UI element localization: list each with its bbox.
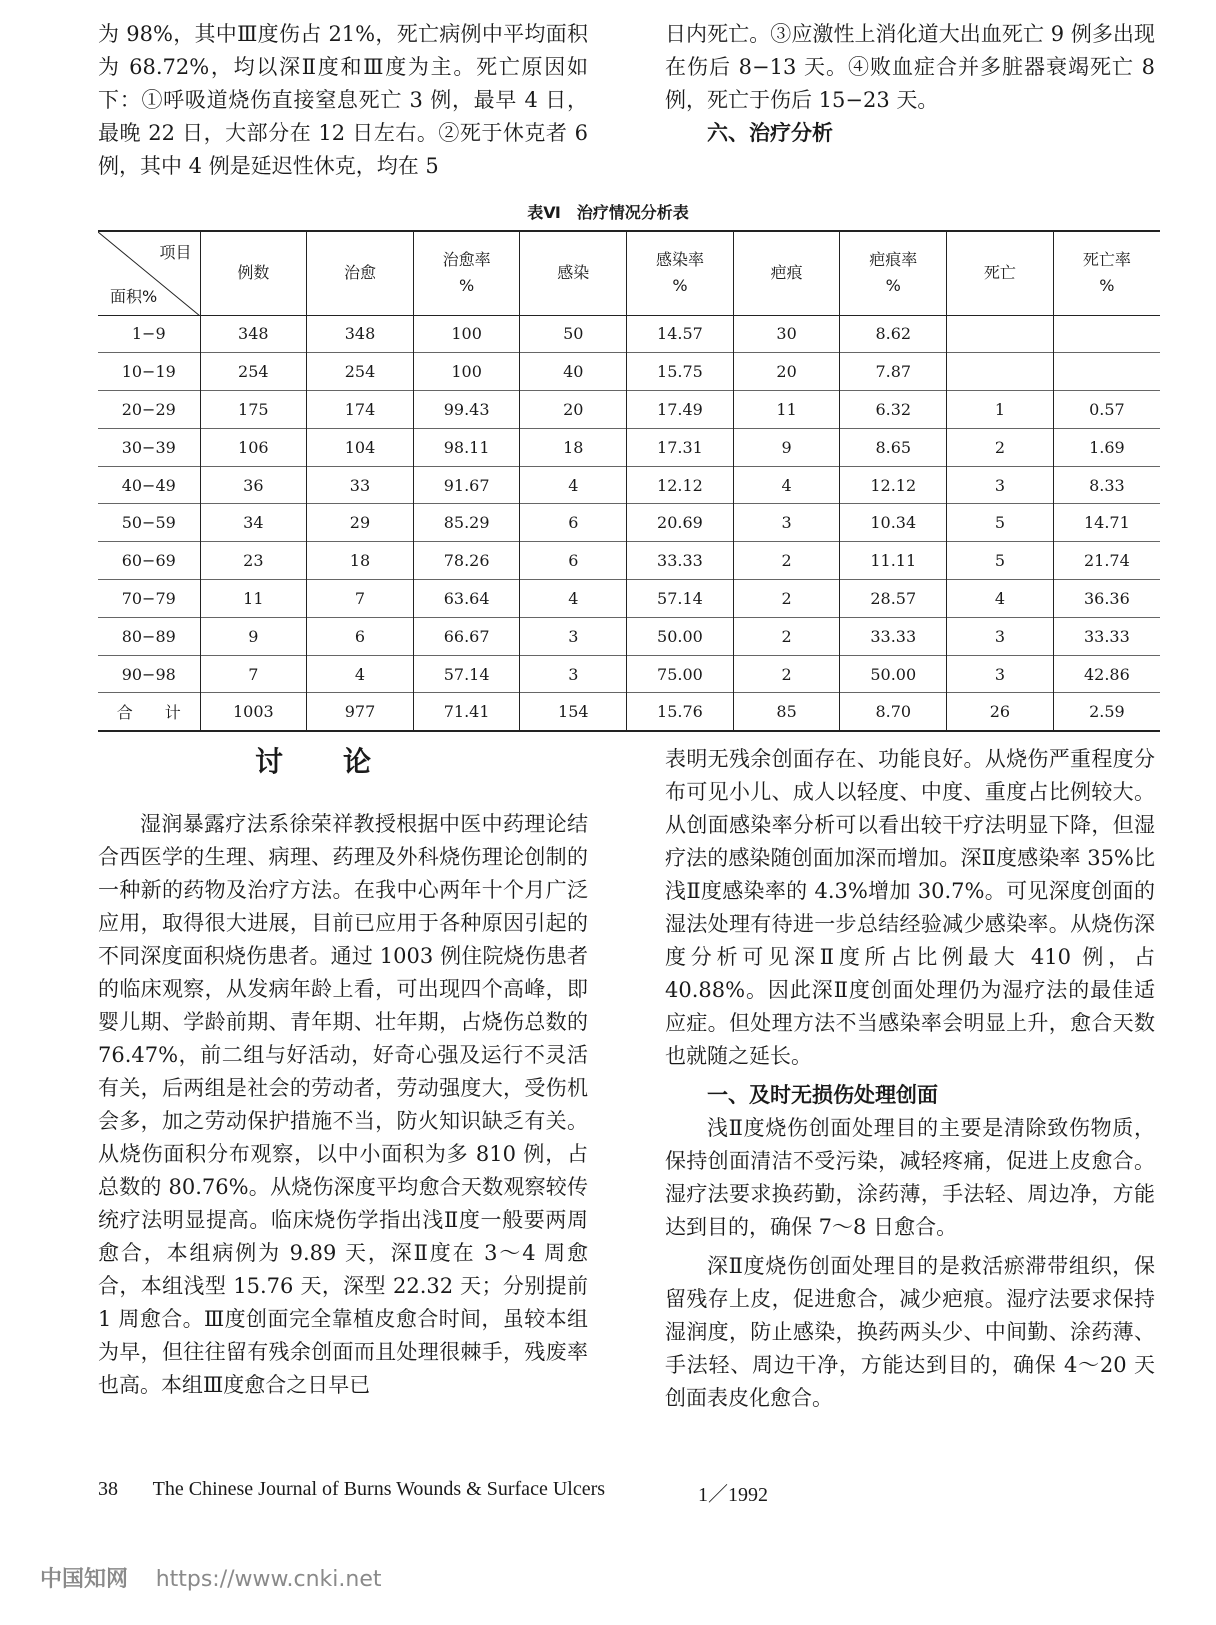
table-cell: 8.62: [840, 315, 947, 353]
table-cell: 6.32: [840, 391, 947, 429]
table-cell: 1: [947, 391, 1054, 429]
table-body: [98, 315, 1160, 731]
bottom-right-column: [665, 743, 1155, 1415]
table-row: [98, 315, 1160, 353]
total-label-cell: 合 计: [116, 703, 181, 723]
body-paragraph: 表明无残余创面存在、功能良好。从烧伤严重程度分布可见小儿、成人以轻度、中度、重度占比例较大。从创面感染率分析可以看出较干疗法明显下降，但湿疗法的感染随创面加深而增加。深Ⅱ度感染率 35%比浅Ⅱ度感染率的 4.3%增加 30.7%。可见深度创面的湿法处理有待进一步总结经验减少感染率。从烧伤深度分析可见深Ⅱ度所占比例最大 410 例，占 40.88%。因此深Ⅱ度创面处理仍为湿疗法的最佳适应症。但处理方法不当感染率会明显上升，愈合天数也就随之延长。: [665, 747, 1155, 1068]
header-deaths: 死亡: [947, 231, 1054, 315]
table-cell: 3: [520, 655, 627, 693]
table-cell: 3: [733, 504, 840, 542]
table-cell: 99.43: [413, 391, 520, 429]
table-cell: 6: [307, 617, 414, 655]
header-infection-rate: 感染率 %: [627, 231, 734, 315]
table-cell: 11: [733, 391, 840, 429]
table-cell: 4: [307, 655, 414, 693]
table-cell: 57.14: [413, 655, 520, 693]
table-cell: 7: [200, 655, 307, 693]
bottom-left-column: [98, 808, 588, 1402]
table-cell: 42.86: [1053, 655, 1160, 693]
area-range-cell: 50−59: [121, 513, 176, 533]
table-cell: 3: [947, 655, 1054, 693]
header-cases: 例数: [200, 231, 307, 315]
table-cell: 174: [307, 391, 414, 429]
table-cell: 40: [520, 353, 627, 391]
header-cure-rate: 治愈率 %: [413, 231, 520, 315]
watermark-site-name: 中国知网: [40, 1567, 129, 1592]
table-cell: 30: [733, 315, 840, 353]
table-cell: [947, 353, 1054, 391]
table-cell: 3: [947, 617, 1054, 655]
table-header-row: [98, 231, 1160, 315]
area-range-cell: 90−98: [121, 664, 176, 684]
table-cell: 7: [307, 580, 414, 618]
table-cell: 2: [733, 617, 840, 655]
area-range-cell: 1−9: [131, 324, 166, 344]
table-cell: 2: [733, 542, 840, 580]
body-paragraph: 深Ⅱ度烧伤创面处理目的是救活瘀滞带组织，保留残存上皮，促进愈合，减少疤痕。湿疗法要求保持湿润度，防止感染，换药两头少、中间勤、涂药薄、手法轻、周边干净，方能达到目的，确保 4〜20 天创面表皮化愈合。: [665, 1254, 1155, 1410]
total-cell: 977: [307, 693, 414, 731]
body-paragraph: 浅Ⅱ度烧伤创面处理目的主要是清除致伤物质，保持创面清洁不受污染，减轻疼痛，促进上皮愈合。湿疗法要求换药勤，涂药薄，手法轻、周边净，方能达到目的，确保 7〜8 日愈合。: [665, 1116, 1155, 1239]
subsection-one-heading: 一、及时无损伤处理创面: [707, 1083, 938, 1107]
table-cell: 18: [520, 428, 627, 466]
table-cell: 1.69: [1053, 428, 1160, 466]
table-cell: 50.00: [627, 617, 734, 655]
area-range-cell: 70−79: [121, 588, 176, 608]
table-cell: 5: [947, 504, 1054, 542]
page-number: 38: [98, 1478, 118, 1500]
table-cell: 2: [947, 428, 1054, 466]
corner-label-area: 面积%: [110, 286, 158, 306]
total-cell: 71.41: [413, 693, 520, 731]
table-cell: 4: [520, 466, 627, 504]
table-cell: 20: [733, 353, 840, 391]
total-cell: 2.59: [1053, 693, 1160, 731]
table-cell: 4: [947, 580, 1054, 618]
table-caption: 表Ⅵ 治疗情况分析表: [527, 203, 689, 222]
table-cell: 175: [200, 391, 307, 429]
top-left-column: [98, 18, 588, 183]
area-range-cell: 20−29: [121, 399, 176, 419]
treatment-analysis-table: [98, 230, 1160, 732]
table-cell: 17.49: [627, 391, 734, 429]
table-cell: 23: [200, 542, 307, 580]
body-paragraph: 为 98%，其中Ⅲ度伤占 21%，死亡病例中平均面积为 68.72%，均以深Ⅱ度和Ⅲ度为主。死亡原因如下：①呼吸道烧伤直接窒息死亡 3 例，最早 4 日，最晚 22 日，大部分在 12 日左右。②死于休克者 6 例，其中 4 例是延迟性休克，均在 5: [98, 22, 588, 178]
table-cell: 98.11: [413, 428, 520, 466]
table-cell: 3: [947, 466, 1054, 504]
top-right-column: [665, 18, 1155, 150]
table-row: [98, 391, 1160, 429]
header-scar-rate: 疤痕率 %: [840, 231, 947, 315]
area-range-cell: 10−19: [121, 362, 176, 382]
table-row: [98, 617, 1160, 655]
body-paragraph: 日内死亡。③应激性上消化道大出血死亡 9 例多出现在伤后 8−13 天。④败血症合并多脏器衰竭死亡 8 例，死亡于伤后 15−23 天。: [665, 22, 1155, 112]
section-six-heading: 六、治疗分析: [707, 121, 833, 145]
table-cell: 8.33: [1053, 466, 1160, 504]
table-cell: 63.64: [413, 580, 520, 618]
header-death-rate: 死亡率 %: [1053, 231, 1160, 315]
table-cell: 10.34: [840, 504, 947, 542]
area-range-cell: 30−39: [121, 437, 176, 457]
table-cell: 8.65: [840, 428, 947, 466]
table-cell: 20.69: [627, 504, 734, 542]
table-cell: 18: [307, 542, 414, 580]
table-cell: 11: [200, 580, 307, 618]
table-row: [98, 428, 1160, 466]
diagonal-header-cell: [98, 231, 200, 315]
table-cell: 6: [520, 542, 627, 580]
table-cell: 9: [733, 428, 840, 466]
table-cell: 4: [733, 466, 840, 504]
table-cell: 12.12: [840, 466, 947, 504]
table-cell: [947, 315, 1054, 353]
table-cell: 2: [733, 580, 840, 618]
table-row: [98, 655, 1160, 693]
header-infection: 感染: [520, 231, 627, 315]
header-cured: 治愈: [307, 231, 414, 315]
table-cell: 75.00: [627, 655, 734, 693]
table-cell: [1053, 315, 1160, 353]
table-cell: 85.29: [413, 504, 520, 542]
cnki-watermark: [40, 1562, 382, 1593]
table-row: [98, 580, 1160, 618]
area-range-cell: 80−89: [121, 626, 176, 646]
table-cell: 33: [307, 466, 414, 504]
table-cell: 21.74: [1053, 542, 1160, 580]
table-row: [98, 504, 1160, 542]
table-cell: [1053, 353, 1160, 391]
table-row: [98, 466, 1160, 504]
issue-number: 1／1992: [698, 1484, 768, 1506]
table-cell: 17.31: [627, 428, 734, 466]
table-cell: 3: [520, 617, 627, 655]
table-cell: 50: [520, 315, 627, 353]
discussion-title: 讨论: [254, 745, 431, 778]
table-cell: 66.67: [413, 617, 520, 655]
table-cell: 33.33: [840, 617, 947, 655]
table-cell: 20: [520, 391, 627, 429]
table-cell: 5: [947, 542, 1054, 580]
total-cell: 85: [733, 693, 840, 731]
table-cell: 78.26: [413, 542, 520, 580]
page-footer: [98, 1478, 858, 1506]
table-cell: 14.57: [627, 315, 734, 353]
table-cell: 100: [413, 315, 520, 353]
table-cell: 12.12: [627, 466, 734, 504]
table-cell: 9: [200, 617, 307, 655]
total-cell: 1003: [200, 693, 307, 731]
table-cell: 36.36: [1053, 580, 1160, 618]
table-cell: 254: [200, 353, 307, 391]
table-cell: 15.75: [627, 353, 734, 391]
total-cell: 15.76: [627, 693, 734, 731]
table-cell: 14.71: [1053, 504, 1160, 542]
table-cell: 11.11: [840, 542, 947, 580]
area-range-cell: 60−69: [121, 551, 176, 571]
table-cell: 2: [733, 655, 840, 693]
table-cell: 0.57: [1053, 391, 1160, 429]
table-cell: 106: [200, 428, 307, 466]
table-cell: 36: [200, 466, 307, 504]
table-cell: 348: [307, 315, 414, 353]
table-cell: 6: [520, 504, 627, 542]
table-cell: 57.14: [627, 580, 734, 618]
corner-label-item: 项目: [159, 243, 192, 262]
table-cell: 348: [200, 315, 307, 353]
table-cell: 254: [307, 353, 414, 391]
table-cell: 28.57: [840, 580, 947, 618]
body-paragraph: 湿润暴露疗法系徐荣祥教授根据中医中药理论结合西医学的生理、病理、药理及外科烧伤理论创制的一种新的药物及治疗方法。在我中心两年十个月广泛应用，取得很大进展，目前已应用于各种原因引起的不同深度面积烧伤患者。通过 1003 例住院烧伤患者的临床观察，从发病年龄上看，可出现四个高峰，即婴儿期、学龄前期、青年期、壮年期，占烧伤总数的 76.47%，前二组与好活动，好奇心强及运行不灵活有关，后两组是社会的劳动者，劳动强度大，受伤机会多，加之劳动保护措施不当，防火知识缺乏有关。从烧伤面积分布观察，以中小面积为多 810 例，占总数的 80.76%。从烧伤深度平均愈合天数观察较传统疗法明显提高。临床烧伤学指出浅Ⅱ度一般要两周愈合，本组病例为 9.89 天，深Ⅱ度在 3〜4 周愈合，本组浅型 15.76 天，深型 22.32 天；分别提前 1 周愈合。Ⅲ度创面完全靠植皮愈合时间，虽较本组为早，但往往留有残余创面而且处理很棘手，残废率也高。本组Ⅲ度愈合之日早已: [98, 812, 588, 1397]
table-cell: 100: [413, 353, 520, 391]
table-cell: 50.00: [840, 655, 947, 693]
table-cell: 104: [307, 428, 414, 466]
table-cell: 34: [200, 504, 307, 542]
table-cell: 91.67: [413, 466, 520, 504]
table-total-row: [98, 693, 1160, 731]
table-cell: 33.33: [1053, 617, 1160, 655]
table-cell: 7.87: [840, 353, 947, 391]
table-cell: 4: [520, 580, 627, 618]
total-cell: 26: [947, 693, 1054, 731]
header-scar: 疤痕: [733, 231, 840, 315]
journal-name: The Chinese Journal of Burns Wounds & Surface Ulcers: [152, 1478, 606, 1500]
table-cell: 33.33: [627, 542, 734, 580]
table-cell: 29: [307, 504, 414, 542]
watermark-url: https://www.cnki.net: [155, 1567, 382, 1592]
total-cell: 154: [520, 693, 627, 731]
total-cell: 8.70: [840, 693, 947, 731]
table-row: [98, 542, 1160, 580]
table-row: [98, 353, 1160, 391]
area-range-cell: 40−49: [121, 475, 176, 495]
